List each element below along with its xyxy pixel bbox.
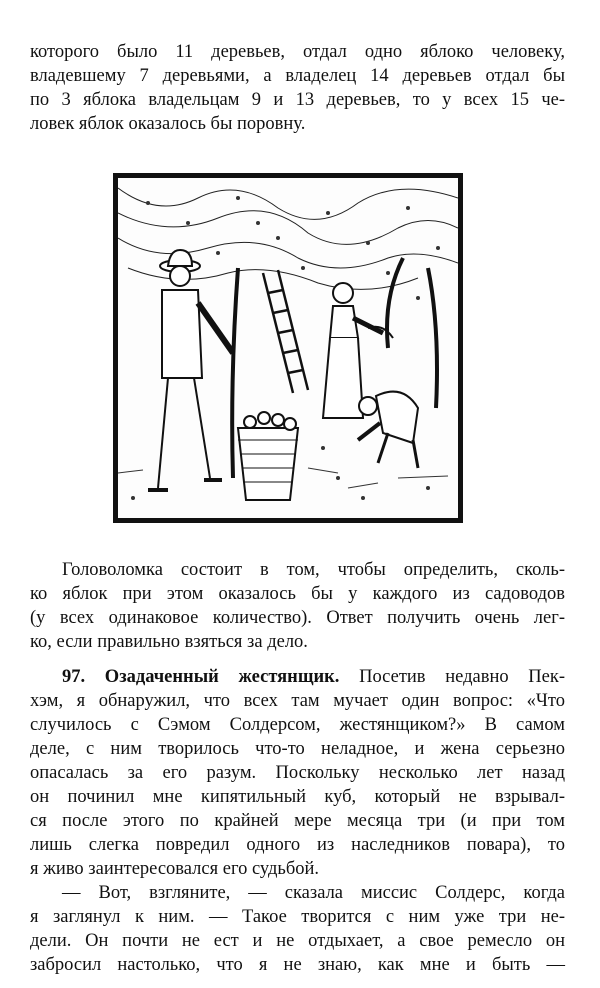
text-line: забросил настолько, что я не знаю, как мне и быть — <box>30 955 565 975</box>
text-line: дели. Он почти не ест и не отдыхает, а свое ремесло он <box>30 931 565 951</box>
text-line: владевшему 7 деревьями, а владелец 14 деревьев отдал бы <box>30 66 565 86</box>
text-line: Головоломка состоит в том, чтобы определить, сколь- <box>62 560 565 580</box>
orchard-drawing <box>118 178 458 518</box>
text-line: деле, с ним творилось что-то неладное, и жена серьезно <box>30 739 565 759</box>
text-line: хэм, я обнаружил, что всех там мучает один вопрос: «Что <box>30 691 565 711</box>
text-line: по 3 яблока владельцам 9 и 13 деревьев, то у всех 15 че- <box>30 90 565 110</box>
text-line: — Вот, взгляните, — сказала миссис Солдерс, когда <box>62 883 565 903</box>
text-line: я заглянул к ним. — Такое творится с ним уже три не- <box>30 907 565 927</box>
text-line: ко яблок при этом оказалось бы у каждого из садоводов <box>30 584 565 604</box>
problem-heading: 97. Озадаченный жестянщик. <box>62 667 340 687</box>
apple-orchard-illustration <box>113 173 463 523</box>
text-line <box>62 665 565 689</box>
text-line: случилось с Сэмом Солдерсом, жестянщиком?» В самом <box>30 715 565 735</box>
text-line: ся после этого по крайней мере месяца три (и при том <box>30 811 565 831</box>
text-line: ко, если правильно взяться за дело. <box>30 632 308 652</box>
text-line: ловек яблок оказалось бы поровну. <box>30 114 306 134</box>
text-line: лишь слегка повредил одного из наследников повара), то <box>30 835 565 855</box>
text-line: я живо заинтересовался его судьбой. <box>30 859 320 879</box>
text-line: он починил мне кипятильный куб, который не взрывал- <box>30 787 565 807</box>
problem-heading-rest: Посетив недавно Пек- <box>359 667 565 687</box>
text-line: опасалась за его разум. Поскольку несколько лет назад <box>30 763 565 783</box>
text-line: которого было 11 деревьев, отдал одно яблоко человеку, <box>30 42 565 62</box>
text-line: (у всех одинаковое количество). Ответ получить очень лег- <box>30 608 565 628</box>
